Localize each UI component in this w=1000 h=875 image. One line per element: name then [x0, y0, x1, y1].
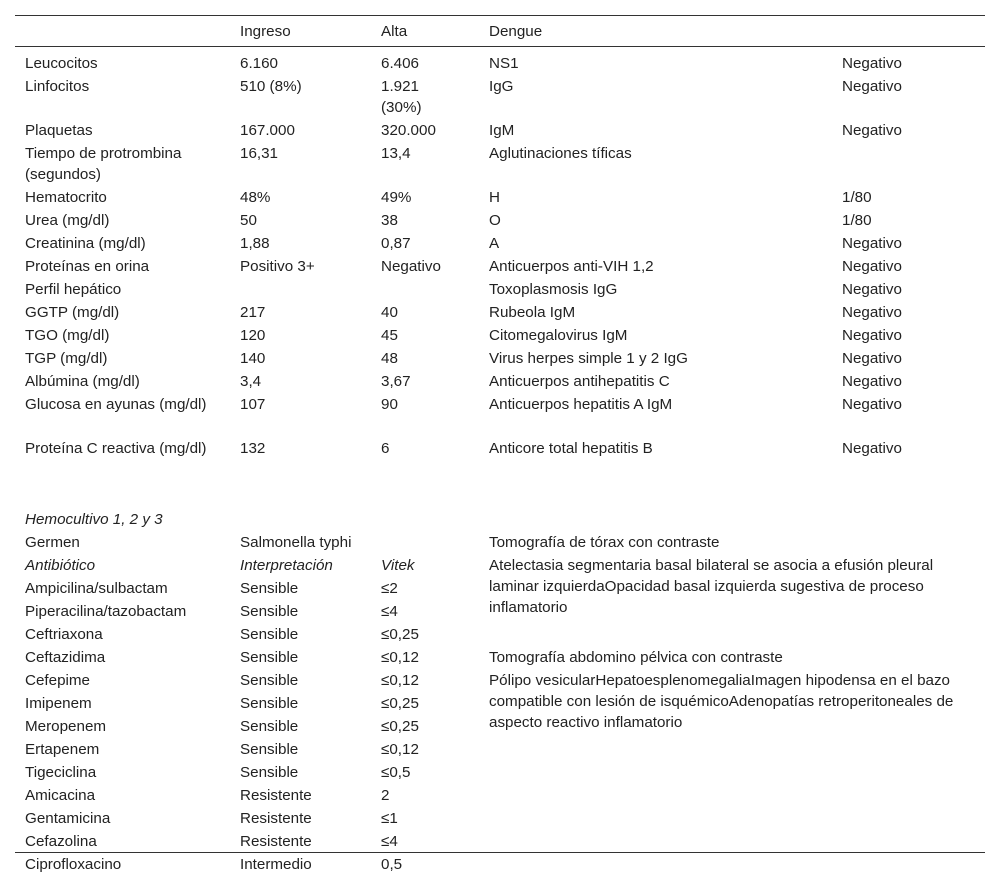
serology-name: H — [489, 189, 500, 206]
serology-name: NS1 — [489, 55, 519, 72]
lab-name: Perfil hepático — [25, 281, 122, 298]
serology-result: Negativo — [842, 304, 902, 321]
germen-label: Germen — [25, 534, 80, 551]
antibiotic-vitek: ≤0,12 — [381, 649, 419, 666]
antibiotic-interpretation: Resistente — [240, 833, 312, 850]
serology-name: Anticore total hepatitis B — [489, 440, 653, 457]
lab-alta: 6 — [381, 440, 390, 457]
lab-ingreso: 1,88 — [240, 235, 270, 252]
antibiotic-interpretation: Resistente — [240, 810, 312, 827]
antibiotic-name: Cefazolina — [25, 833, 97, 850]
antibiotic-interpretation: Sensible — [240, 672, 299, 689]
hemocultivo-title: Hemocultivo 1, 2 y 3 — [25, 511, 163, 528]
serology-name: Aglutinaciones tíficas — [489, 145, 632, 162]
lab-ingreso: 50 — [240, 212, 257, 229]
lab-alta: 6.406 — [381, 55, 420, 72]
antibiotic-interpretation: Sensible — [240, 695, 299, 712]
antibiotic-vitek: ≤4 — [381, 603, 398, 620]
antibiotic-name: Cefepime — [25, 672, 90, 689]
lab-alta: 320.000 — [381, 122, 436, 139]
lab-alta: 1.921 (30%) — [381, 78, 422, 116]
serology-result: Negativo — [842, 235, 902, 252]
torax-title: Tomografía de tórax con contraste — [489, 534, 720, 551]
serology-name: A — [489, 235, 500, 252]
lab-name: Albúmina (mg/dl) — [25, 373, 140, 390]
antibiotic-vitek: 2 — [381, 787, 390, 804]
abdomen-title: Tomografía abdomino pélvica con contraste — [489, 649, 783, 666]
serology-name: Citomegalovirus IgM — [489, 327, 628, 344]
antibiotic-name: Imipenem — [25, 695, 92, 712]
antibiotic-name: Tigeciclina — [25, 764, 97, 781]
lab-alta: 0,87 — [381, 235, 411, 252]
serology-result: Negativo — [842, 122, 902, 139]
serology-name: IgM — [489, 122, 515, 139]
serology-name: Toxoplasmosis IgG — [489, 281, 618, 298]
antibiotic-name: Gentamicina — [25, 810, 111, 827]
header-ingreso: Ingreso — [240, 23, 291, 40]
antibiotic-vitek: 0,5 — [381, 856, 403, 873]
lab-ingreso: 140 — [240, 350, 266, 367]
antibiotic-name: Ciprofloxacino — [25, 856, 122, 873]
lab-ingreso: 48% — [240, 189, 271, 206]
germen-value: Salmonella typhi — [240, 534, 352, 551]
antibiotic-name: Ceftriaxona — [25, 626, 103, 643]
serology-result: Negativo — [842, 55, 902, 72]
antibiotic-interpretation: Sensible — [240, 718, 299, 735]
lab-name: Glucosa en ayunas (mg/dl) — [25, 396, 207, 413]
antibiotic-vitek: ≤0,25 — [381, 718, 419, 735]
header-dengue: Dengue — [489, 23, 543, 40]
antibiotic-interpretation: Sensible — [240, 649, 299, 666]
lab-ingreso: 167.000 — [240, 122, 295, 139]
lab-alta: 45 — [381, 327, 398, 344]
torax-text: Atelectasia segmentaria basal bilateral se asocia a efusión pleural laminar izquierdaOpacidad basal izquierda sugestiva de proceso inflamatorio — [489, 557, 934, 616]
lab-ingreso: 120 — [240, 327, 266, 344]
antibiotic-interpretation: Sensible — [240, 764, 299, 781]
antibiotic-vitek: ≤0,25 — [381, 626, 419, 643]
serology-result: Negativo — [842, 78, 902, 95]
lab-name: Proteínas en orina — [25, 258, 150, 275]
antibiotic-vitek: ≤2 — [381, 580, 398, 597]
serology-name: Rubeola IgM — [489, 304, 576, 321]
results-table — [15, 15, 985, 873]
lab-alta: 13,4 — [381, 145, 411, 162]
lab-alta: 49% — [381, 189, 412, 206]
table-body — [15, 47, 985, 873]
lab-name: Linfocitos — [25, 78, 90, 95]
antibiotic-name: Ceftazidima — [25, 649, 106, 666]
lab-alta: 38 — [381, 212, 398, 229]
lab-name: Creatinina (mg/dl) — [25, 235, 146, 252]
serology-name: Anticuerpos anti-VIH 1,2 — [489, 258, 654, 275]
antibiotic-interpretation: Sensible — [240, 603, 299, 620]
col-interpretacion: Interpretación — [240, 557, 333, 574]
antibiotic-vitek: ≤0,5 — [381, 764, 411, 781]
serology-result: Negativo — [842, 350, 902, 367]
lab-name: Tiempo de protrombina (segundos) — [25, 145, 182, 183]
lab-ingreso: 132 — [240, 440, 266, 457]
lab-name: Hematocrito — [25, 189, 107, 206]
antibiotic-name: Piperacilina/tazobactam — [25, 603, 187, 620]
antibiotic-interpretation: Resistente — [240, 787, 312, 804]
abdomen-text: Pólipo vesicularHepatoesplenomegaliaImagen hipodensa en el bazo compatible con lesión de isquémicoAdenopatías retroperitoneales de aspecto reactivo inflamatorio — [489, 672, 954, 731]
lab-alta: 90 — [381, 396, 398, 413]
serology-result: 1/80 — [842, 189, 872, 206]
lab-ingreso: 107 — [240, 396, 266, 413]
serology-result: Negativo — [842, 373, 902, 390]
serology-name: Anticuerpos antihepatitis C — [489, 373, 670, 390]
table-header — [15, 16, 985, 47]
lab-name: TGP (mg/dl) — [25, 350, 108, 367]
header-alta: Alta — [381, 23, 408, 40]
serology-name: Anticuerpos hepatitis A IgM — [489, 396, 673, 413]
antibiotic-name: Ertapenem — [25, 741, 100, 758]
antibiotic-name: Meropenem — [25, 718, 107, 735]
lab-name: GGTP (mg/dl) — [25, 304, 120, 321]
serology-result: Negativo — [842, 396, 902, 413]
serology-name: Virus herpes simple 1 y 2 IgG — [489, 350, 688, 367]
lab-ingreso: 510 (8%) — [240, 78, 302, 95]
serology-name: IgG — [489, 78, 514, 95]
serology-result: Negativo — [842, 327, 902, 344]
lab-ingreso: 16,31 — [240, 145, 279, 162]
col-vitek: Vitek — [381, 557, 415, 574]
antibiotic-interpretation: Sensible — [240, 741, 299, 758]
lab-name: TGO (mg/dl) — [25, 327, 110, 344]
lab-ingreso: 3,4 — [240, 373, 262, 390]
col-antibiotico: Antibiótico — [25, 557, 96, 574]
lab-alta: 40 — [381, 304, 398, 321]
lab-ingreso: Positivo 3+ — [240, 258, 315, 275]
lab-alta: 48 — [381, 350, 398, 367]
antibiotic-interpretation: Sensible — [240, 626, 299, 643]
lab-ingreso: 6.160 — [240, 55, 279, 72]
lab-alta: 3,67 — [381, 373, 411, 390]
antibiotic-vitek: ≤4 — [381, 833, 398, 850]
lab-name: Leucocitos — [25, 55, 98, 72]
antibiotic-name: Amicacina — [25, 787, 96, 804]
serology-name: O — [489, 212, 501, 229]
antibiotic-vitek: ≤1 — [381, 810, 398, 827]
serology-result: 1/80 — [842, 212, 872, 229]
lab-name: Proteína C reactiva (mg/dl) — [25, 440, 207, 457]
antibiotic-vitek: ≤0,12 — [381, 741, 419, 758]
lab-name: Plaquetas — [25, 122, 93, 139]
lab-alta: Negativo — [381, 258, 441, 275]
serology-result: Negativo — [842, 258, 902, 275]
antibiotic-vitek: ≤0,12 — [381, 672, 419, 689]
serology-result: Negativo — [842, 281, 902, 298]
antibiotic-name: Ampicilina/sulbactam — [25, 580, 168, 597]
antibiotic-interpretation: Sensible — [240, 580, 299, 597]
lab-ingreso: 217 — [240, 304, 266, 321]
serology-result: Negativo — [842, 440, 902, 457]
antibiotic-vitek: ≤0,25 — [381, 695, 419, 712]
lab-name: Urea (mg/dl) — [25, 212, 110, 229]
antibiotic-interpretation: Intermedio — [240, 856, 312, 873]
